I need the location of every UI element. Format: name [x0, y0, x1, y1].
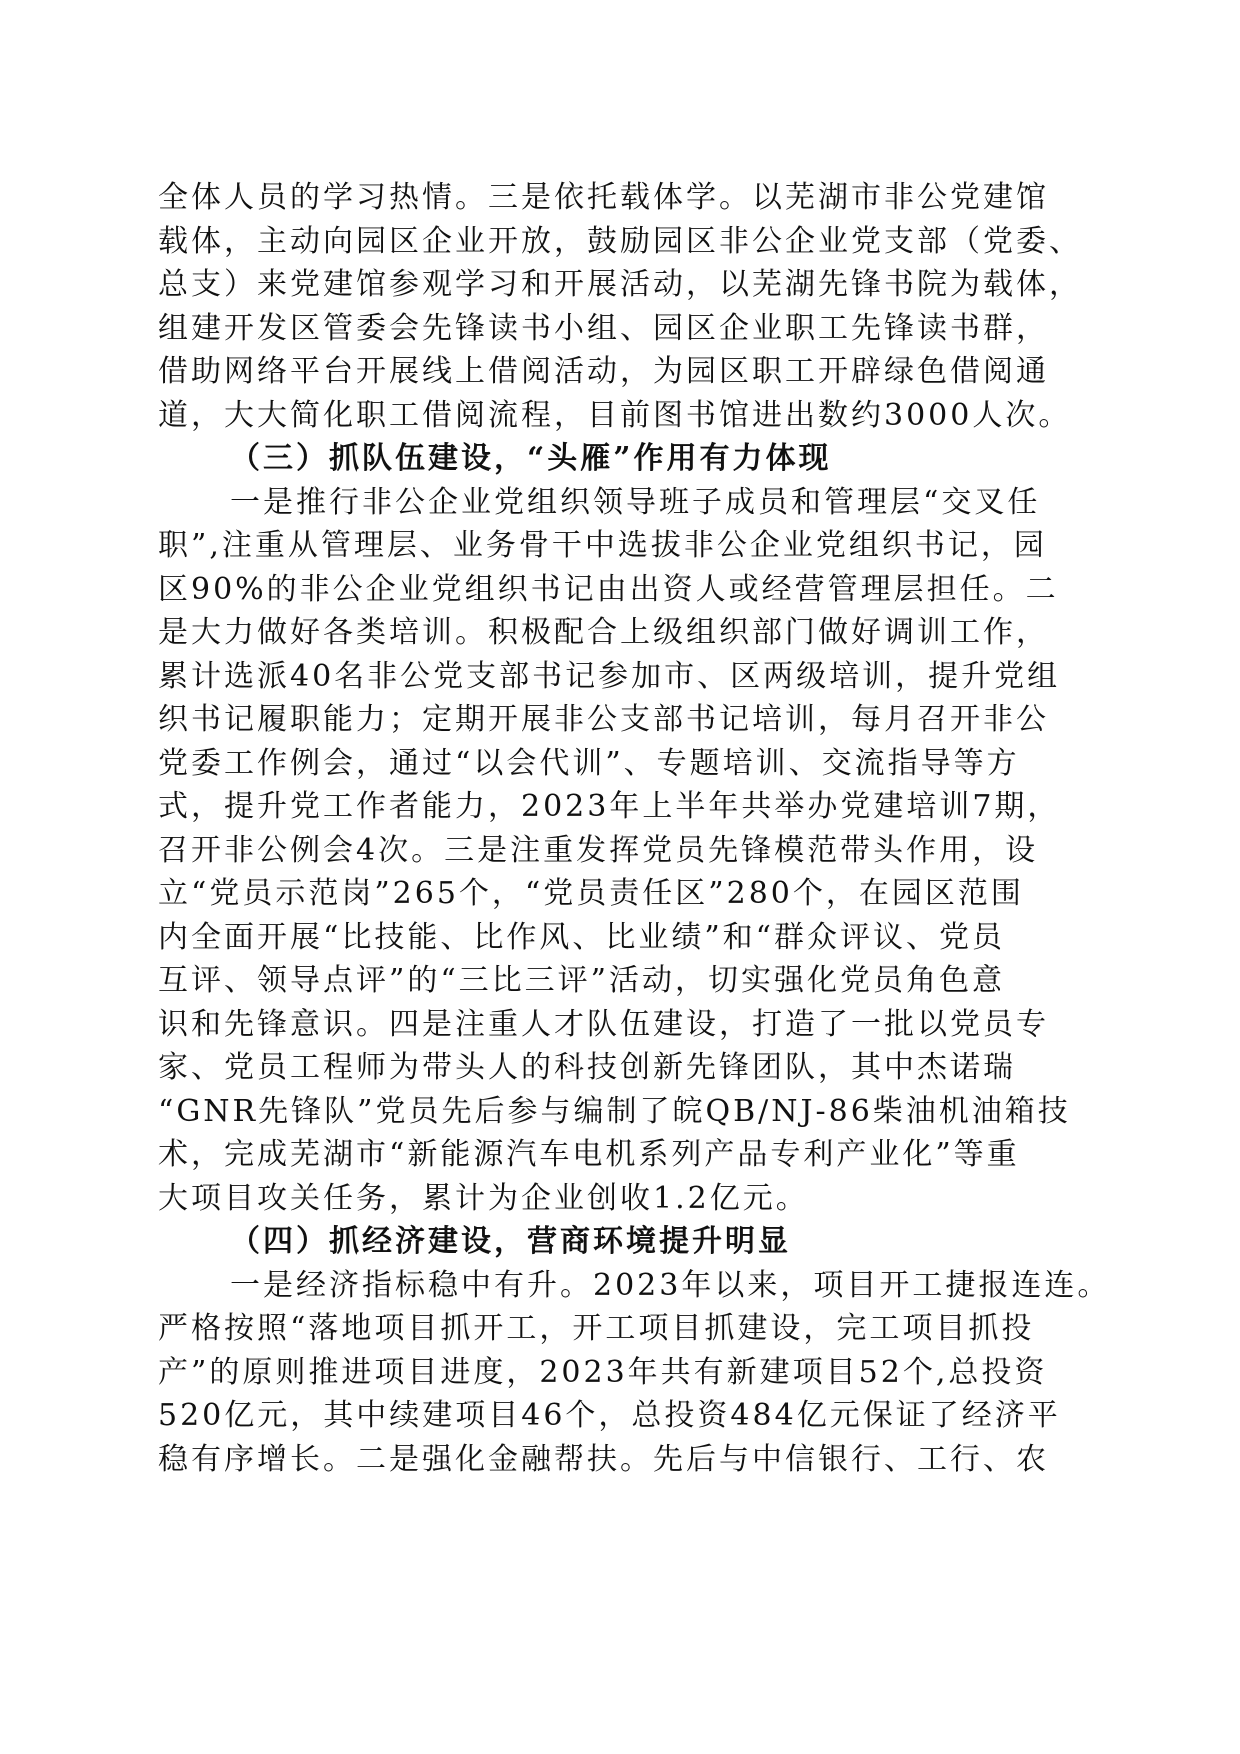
- text-line: 载体，主动向园区企业开放，鼓励园区非公企业党支部（党委、: [158, 223, 1082, 259]
- text-line: 一是推行非公企业党组织领导班子成员和管理层“交叉任: [230, 484, 1041, 520]
- text-line: 道，大大简化职工借阅流程，目前图书馆进出数约3000人次。: [158, 397, 1072, 433]
- text-line: 党委工作例会，通过“以会代训”、专题培训、交流指导等方: [158, 745, 1020, 781]
- text-line: 术，完成芜湖市“新能源汽车电机系列产品专利产业化”等重: [158, 1137, 1020, 1172]
- text-line: 520亿元，其中续建项目46个，总投资484亿元保证了经济平: [158, 1398, 1061, 1433]
- text-line: “GNR先锋队”党员先后参与编制了皖QB/NJ-86柴油机油箱技: [158, 1093, 1071, 1129]
- text-line: 立“党员示范岗”265个，“党员责任区”280个，在园区范围: [158, 876, 1024, 911]
- section-heading: （四）抓经济建设，营商环境提升明显: [230, 1224, 791, 1259]
- text-line: 识和先锋意识。四是注重人才队伍建设，打造了一批以党员专: [158, 1006, 1049, 1042]
- text-line: 式，提升党工作者能力，2023年上半年共举办党建培训7期，: [158, 789, 1061, 824]
- text-line: 内全面开展“比技能、比作风、比业绩”和“群众评议、党员: [158, 919, 1006, 955]
- text-line: 总支）来党建馆参观学习和开展活动，以芜湖先锋书院为载体，: [158, 267, 1082, 302]
- text-line: 大项目攻关任务，累计为企业创收1.2亿元。: [158, 1180, 809, 1216]
- text-line: 职”,注重从管理层、业务骨干中选拔非公企业党组织书记，园: [158, 528, 1047, 563]
- text-line: 一是经济指标稳中有升。2023年以来，项目开工捷报连连。: [230, 1267, 1111, 1303]
- text-line: 全体人员的学习热情。三是依托载体学。以芜湖市非公党建馆: [158, 180, 1049, 215]
- text-line: 是大力做好各类培训。积极配合上级组织部门做好调训工作，: [158, 615, 1049, 650]
- text-line: 家、党员工程师为带头人的科技创新先锋团队，其中杰诺瑞: [158, 1050, 1016, 1085]
- text-line: 严格按照“落地项目抓开工，开工项目抓建设，完工项目抓投: [158, 1311, 1035, 1346]
- text-line: 召开非公例会4次。三是注重发挥党员先锋模范带头作用，设: [158, 832, 1039, 868]
- text-line: 区90%的非公企业党组织书记由出资人或经营管理层担任。二: [158, 571, 1059, 607]
- text-line: 组建开发区管委会先锋读书小组、园区企业职工先锋读书群，: [158, 310, 1049, 346]
- text-line: 借助网络平台开展线上借阅活动，为园区职工开辟绿色借阅通: [158, 354, 1049, 389]
- text-line: 稳有序增长。二是强化金融帮扶。先后与中信银行、工行、农: [158, 1441, 1049, 1477]
- text-line: 产”的原则推进项目进度，2023年共有新建项目52个,总投资: [158, 1354, 1048, 1390]
- text-line: 互评、领导点评”的“三比三评”活动，切实强化党员角色意: [158, 963, 1006, 998]
- text-line: 累计选派40名非公党支部书记参加市、区两级培训，提升党组: [158, 658, 1061, 694]
- section-heading: （三）抓队伍建设，“头雁”作用有力体现: [230, 441, 832, 476]
- text-line: 织书记履职能力；定期开展非公支部书记培训，每月召开非公: [158, 702, 1049, 737]
